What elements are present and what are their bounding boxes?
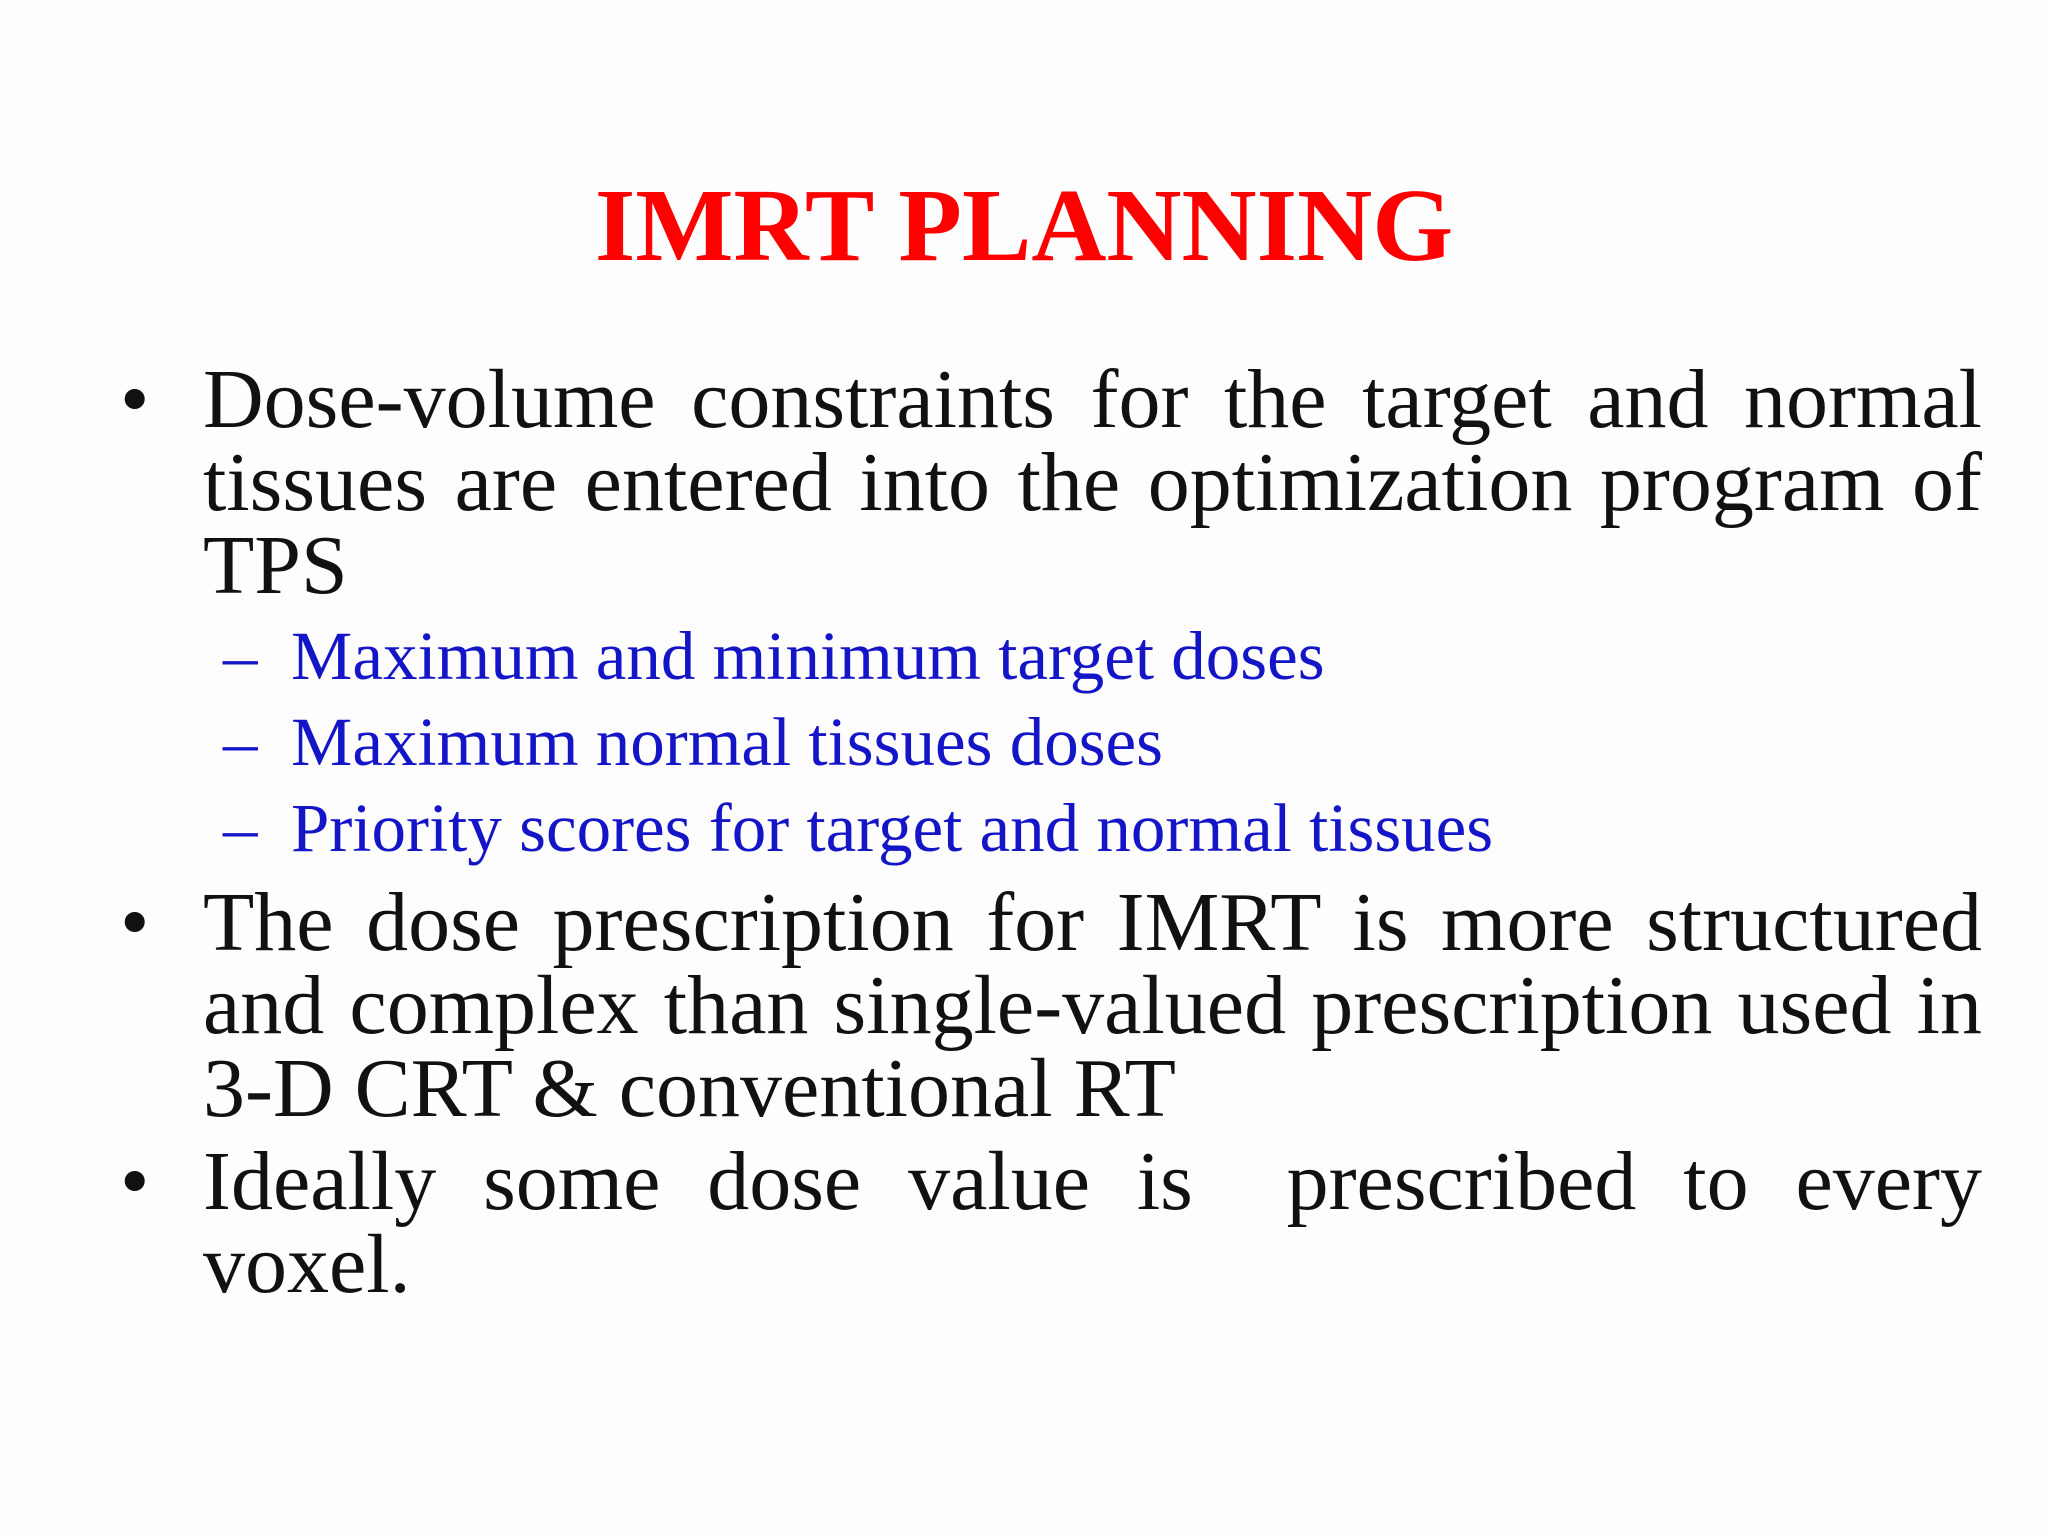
sub-bullet-text: Maximum and minimum target doses: [291, 618, 1325, 694]
sub-bullet-text: Maximum normal tissues doses: [291, 704, 1164, 780]
sub-bullet-marker: –: [223, 618, 258, 694]
bullet-text: Dose-volume constraints for the target and normal tissues are entered into the optimization program of TPS: [203, 353, 1982, 612]
slide-title: IMRT PLANNING: [594, 168, 1454, 283]
sub-bullet-text: Priority scores for target and normal tissues: [291, 790, 1494, 866]
sub-bullet-item: [120, 613, 1982, 699]
sub-bullet-item: [120, 785, 1982, 871]
bullet-marker: •: [120, 353, 150, 446]
bullet-text: Ideally some dose value is prescribed to every voxel.: [203, 1135, 2003, 1311]
bullet-marker: •: [120, 876, 150, 969]
slide-body: [120, 353, 2003, 1311]
sub-bullet-item: [120, 699, 1982, 785]
sub-bullet-marker: –: [223, 790, 258, 866]
bullet-item: [120, 1135, 2003, 1311]
bullet-item: [120, 876, 1982, 1135]
bullet-text: The dose prescription for IMRT is more structured and complex than single-valued prescription used in 3-D CRT & conventional RT: [203, 876, 1982, 1135]
bullet-item: [120, 353, 1982, 612]
sub-bullet-list: [120, 613, 1982, 871]
sub-bullet-marker: –: [223, 704, 258, 780]
bullet-marker: •: [120, 1135, 150, 1228]
